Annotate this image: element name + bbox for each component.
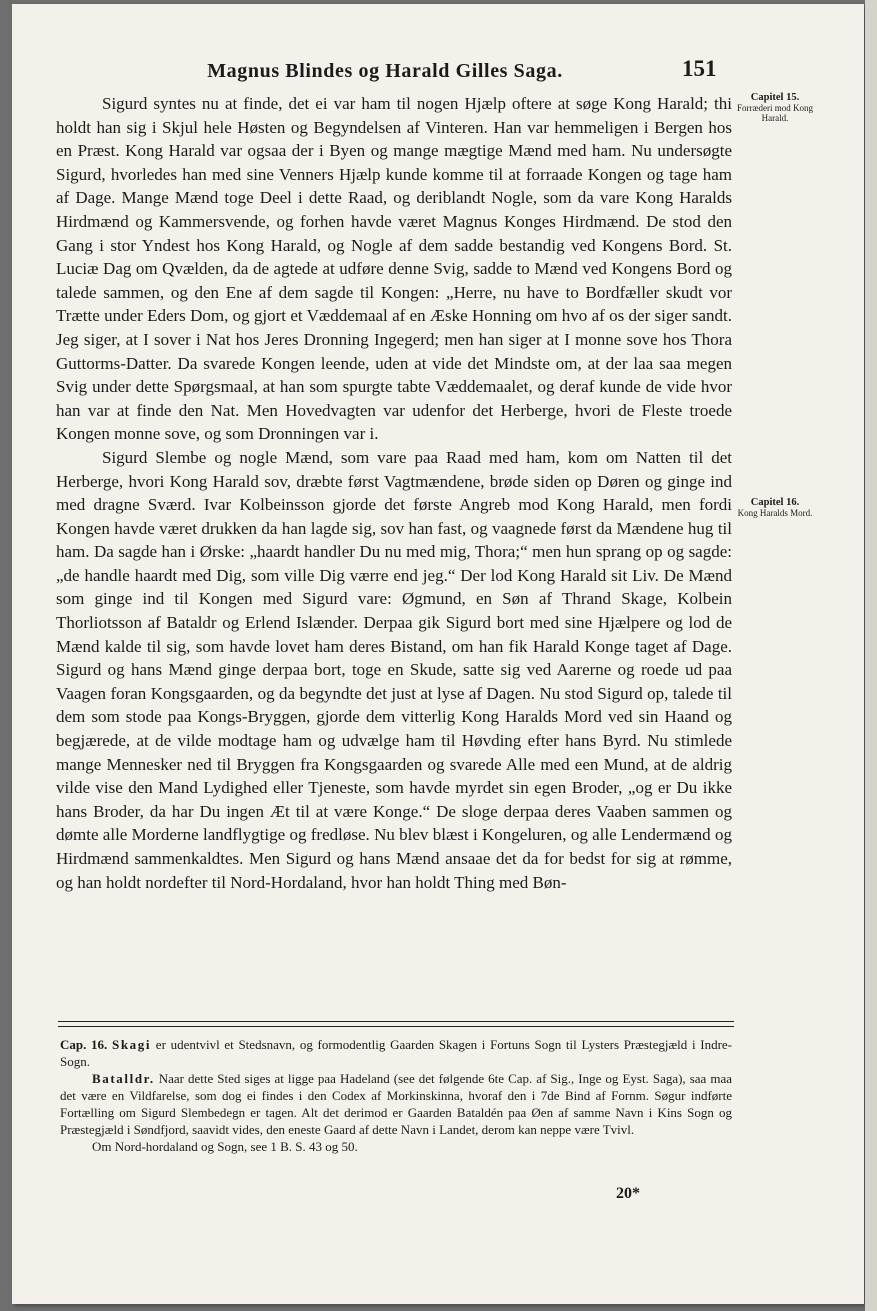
margin-note-chapter: Capitel 15. [750, 92, 800, 103]
margin-note-text: Kong Haralds Mord. [737, 508, 813, 518]
margin-note-text: Forræderi mod Kong Harald. [737, 103, 813, 123]
footnotes [60, 1036, 732, 1155]
footnote-rule-top [58, 1021, 734, 1022]
margin-note-chapter-15 [734, 93, 816, 123]
margin-note-chapter: Capitel 16. [750, 497, 800, 508]
running-title: Magnus Blindes og Harald Gilles Saga. [207, 60, 563, 82]
page-number: 151 [682, 56, 717, 81]
footnote-cap-label: Cap. 16. [60, 1037, 108, 1052]
body-text [56, 92, 732, 894]
signature-mark: 20* [616, 1185, 640, 1202]
footnote-rule-bottom [58, 1026, 734, 1027]
footnote-skagi [60, 1036, 732, 1070]
paragraph-chapter-16: Sigurd Slembe og nogle Mænd, som vare paa Raad med ham, kom om Natten til det Herberge, hvori Kong Harald sov, dræbte først Vagtmændene, brøde siden op Døren og ginge ind med dragne Sværd. Ivar Kolbeinsson gjorde det første Angreb mod Kong Harald, men fordi Kongen havde været drukken da han lagde sig, sov han fast, og vaagnede først da Mændene hug til ham. Da sagde han i Ørske: „haardt handler Du nu med mig, Thora;“ men hun sprang op og sagde: „de handle haardt med Dig, som ville Dig værre end jeg.“ Der lod Kong Harald sit Liv. De Mænd som ginge ind til Kongen med Sigurd vare: Øgmund, en Søn af Thrand Skage, Kolbein Thorliotsson af Bataldr og Erlend Islænder. Derpaa gik Sigurd bort med sine Hjælpere og lod de Mænd kalde til sig, som havde lovet ham deres Bistand, om han fik Harald Konge taget af Dage. Sigurd og hans Mænd ginge derpaa bort, toge en Skude, satte sig ved Aarerne og roede ud paa Vaagen foran Kongsgaarden, og da begyndte det just at lyse af Dagen. Nu stod Sigurd op, talede til dem som stode paa Kongs-Bryggen, gjorde dem vitterlig Kong Haralds Mord ved sin Haand og begjærede, at de vilde modtage ham og udvælge ham til Høvding efter hans Byrd. Nu stimlede mange Mennesker ned til Bryggen fra Kongsgaarden og svarede Alle med een Mund, at de aldrig vilde vise den Mand Lydighed eller Tjeneste, som havde myrdet sin egen Broder, „og er Du ikke hans Broder, da har Du ingen Æt til at være Konge.“ De sloge derpaa deres Vaaben sammen og dømte alle Morderne landflygtige og fredløse. Nu blev blæst i Kongeluren, og alle Lendermænd og Hirdmænd sammenkaldtes. Men Sigurd og hans Mænd ansaae det da for bedst for sig at rømme, og han holdt nordefter til Nord-Hordaland, hvor han holdt Thing med Bøn- [56, 447, 732, 892]
footnote-nord-hordaland: Om Nord-hordaland og Sogn, see 1 B. S. 43 og 50. [92, 1139, 358, 1154]
paragraph-chapter-15: Sigurd syntes nu at finde, det ei var ham til nogen Hjælp oftere at søge Kong Harald; thi holdt han sig i Skjul hele Høsten og Begyndelsen af Vinteren. Han var hemmeligen i Bergen hos en Præst. Kong Harald var ogsaa der i Byen og mange mægtige Mænd med ham. Nu undersøgte Sigurd, hvorledes han med sine Venners Hjælp kunde komme til at forraade Kongen og tage ham af Dage. Mange Mænd toge Deel i dette Raad, og deriblandt Nogle, som da vare Kong Haralds Hirdmænd og Kammersvende, og forhen havde været Magnus Konges Hirdmænd. De stod den Gang i stor Yndest hos Kong Harald, og Nogle af dem sadde bestandig ved Kongens Bord. St. Luciæ Dag om Qvælden, da de agtede at udføre denne Svig, sadde to Mænd ved Kongens Bord og talede sammen, og den Ene af dem sagde til Kongen: „Herre, nu have to Bordfæller skudt vor Trætte under Eders Dom, og gjort et Væddemaal af en Æske Honning om hvo af os der siger sandt. Jeg siger, at I sover i Nat hos Jeres Dronning Ingegerd; men han siger at I monne sove hos Thora Guttorms-Datter. Da svarede Kongen leende, uden at vide det Mindste om, at der laa saa megen Svig under dette Spørgsmaal, at han som spurgte tabte Væddemaalet, og deraf kunde de vide hvor han var at finde den Nat. Men Hovedvagten var udenfor det Herberge, hvori de Fleste troede Kongen monne sove, og som Dronningen var i. [56, 94, 732, 444]
running-header [150, 56, 750, 94]
margin-note-chapter-16 [734, 498, 816, 518]
footnote-bataldr [60, 1070, 732, 1138]
page-edge [865, 0, 877, 1311]
footnote-term-skagi: Skagi [112, 1037, 152, 1052]
footnote-text-skagi: er udentvivl et Stedsnavn, og formodentlig Gaarden Skagen i Fortuns Sogn til Lysters Præstegjæld i Indre-Sogn. [60, 1037, 733, 1069]
footnote-term-bataldr: Batalldr. [92, 1071, 155, 1086]
footnote-text-bataldr: Naar dette Sted siges at ligge paa Hadeland (see det følgende 6te Cap. af Sig., Inge og Eyst. Saga), saa maa det være en Vildfarelse, som dog ei findes i den Codex af Morkinskinna, hvoraf den i 7de Bind af Fornm. Søgur indførte Fortælling om Sigurd Slembedegn er tagen. Alt det derimod er Gaarden Bataldén paa Øen af samme Navn i Kins Sogn og Præstegjæld i Søndfjord, saavidt vides, den eneste Gaard af dette Navn i Landet, derom kan neppe være Tvivl. [60, 1071, 732, 1137]
